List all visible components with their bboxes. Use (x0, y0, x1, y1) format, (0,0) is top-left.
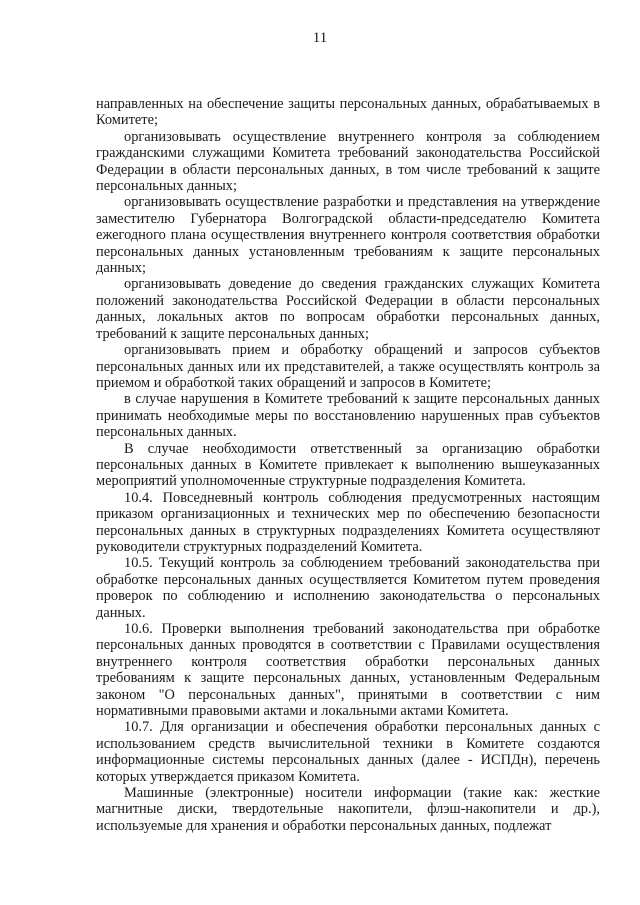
paragraph-annual-plan: организовывать осуществление разработки и представления на утверждение заместителю Губернатора Волгоградской области-председателю Комитета ежегодного плана осуществления внутреннего контроля соответствия обработки персональных данных установленным требованиям к защите персональных данных; (96, 194, 600, 277)
paragraph-continuation: направленных на обеспечение защиты персональных данных, обрабатываемых в Комитете; (96, 96, 600, 129)
paragraph-inform-employees: организовывать доведение до сведения гражданских служащих Комитета положений законодательства Российской Федерации в области персональных данных, локальных актов по вопросам обработки персональных данных, требований к защите персональных данных; (96, 276, 600, 342)
paragraph-10-5: 10.5. Текущий контроль за соблюдением требований законодательства при обработке персональных данных осуществляется Комитетом путем проведения проверок по соблюдению и исполнению законодательства о персональных данных. (96, 555, 600, 621)
document-body (96, 96, 600, 834)
paragraph-storage-media: Машинные (электронные) носители информации (такие как: жесткие магнитные диски, твердотельные накопители, флэш-накопители и др.), используемые для хранения и обработки персональных данных, подлежат (96, 785, 600, 834)
paragraph-violation-measures: в случае нарушения в Комитете требований к защите персональных данных принимать необходимые меры по восстановлению нарушенных прав субъектов персональных данных. (96, 391, 600, 441)
paragraph-internal-control: организовывать осуществление внутреннего контроля за соблюдением гражданскими служащими Комитета требований законодательства Российской Федерации в области персональных данных, в том числе требований к защите персональных данных; (96, 128, 600, 195)
page-number: 11 (312, 30, 328, 46)
paragraph-10-7: 10.7. Для организации и обеспечения обработки персональных данных с использованием средств вычислительной техники в Комитете создаются информационные системы персональных данных (далее - ИСПДн), перечень которых утверждается приказом Комитета. (96, 719, 600, 785)
paragraph-10-4: 10.4. Повседневный контроль соблюдения предусмотренных настоящим приказом организационных и технических мер по обеспечению безопасности персональных данных в структурных подразделениях Комитета осуществляют руководители структурных подразделений Комитета. (96, 489, 600, 555)
paragraph-10-6: 10.6. Проверки выполнения требований законодательства при обработке персональных данных проводятся в соответствии с Правилами осуществления внутреннего контроля соответствия обработки персональных данных требованиям к защите персональных данных, установленным Федеральным законом "О персональных данных", принятыми в соответствии с ним нормативными правовыми актами и локальными актами Комитета. (96, 621, 600, 720)
paragraph-requests-handling: организовывать прием и обработку обращений и запросов субъектов персональных данных или их представителей, а также осуществлять контроль за приемом и обработкой таких обращений и запросов в Комитете; (96, 342, 600, 391)
paragraph-involve-departments: В случае необходимости ответственный за организацию обработки персональных данных в Комитете привлекает к выполнению вышеуказанных мероприятий уполномоченные структурные подразделения Комитета. (96, 440, 600, 490)
